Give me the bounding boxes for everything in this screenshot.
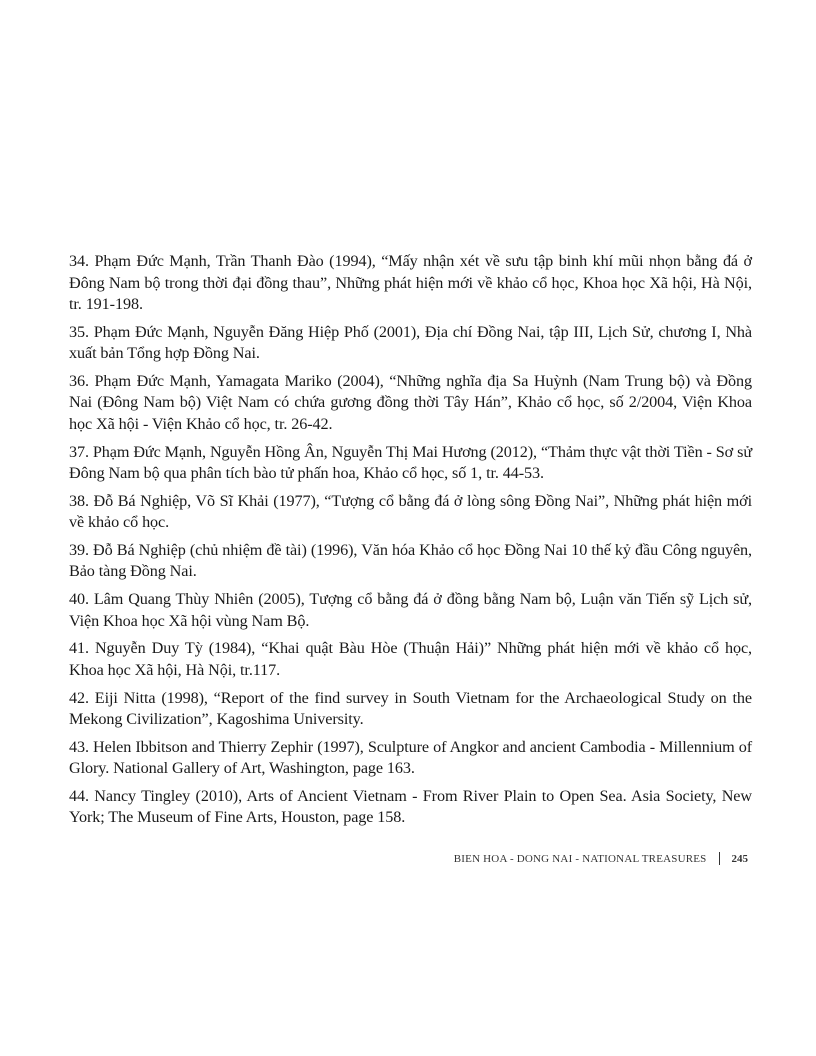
reference-item: 43. Helen Ibbitson and Thierry Zephir (1997), Sculpture of Angkor and ancient Cambodia - Millennium of Glory. National Gallery of Art, Washington, page 163. bbox=[69, 737, 752, 778]
reference-item: 38. Đỗ Bá Nghiệp, Võ Sĩ Khải (1977), “Tượng cổ bằng đá ở lòng sông Đồng Nai”, Những phát hiện mới về khảo cổ học. bbox=[69, 491, 752, 532]
reference-item: 42. Eiji Nitta (1998), “Report of the find survey in South Vietnam for the Archaeological Study on the Mekong Civilization”, Kagoshima University. bbox=[69, 688, 752, 728]
footer-book-title: BIEN HOA - DONG NAI - NATIONAL TREASURES bbox=[453, 852, 707, 865]
page-number: 245 bbox=[731, 852, 748, 865]
footer-divider bbox=[719, 852, 720, 865]
reference-item: 41. Nguyễn Duy Tỳ (1984), “Khai quật Bàu Hòe (Thuận Hải)” Những phát hiện mới về khảo cổ học, Khoa học Xã hội, Hà Nội, tr.117. bbox=[69, 639, 752, 679]
reference-list bbox=[69, 251, 752, 835]
reference-item: 40. Lâm Quang Thùy Nhiên (2005), Tượng cổ bằng đá ở đồng bằng Nam bộ, Luận văn Tiến sỹ Lịch sử, Viện Khoa học Xã hội vùng Nam Bộ. bbox=[69, 590, 752, 630]
reference-item: 34. Phạm Đức Mạnh, Trần Thanh Đào (1994), “Mấy nhận xét về sưu tập binh khí mũi nhọn bằng đá ở Đông Nam bộ trong thời đại đồng thau”, Những phát hiện mới về khảo cổ học, Khoa học Xã hội, Hà Nội, tr. 191-198. bbox=[69, 252, 752, 313]
reference-item: 39. Đỗ Bá Nghiệp (chủ nhiệm đề tài) (1996), Văn hóa Khảo cổ học Đồng Nai 10 thế kỷ đầu Công nguyên, Bảo tàng Đồng Nai. bbox=[69, 540, 752, 581]
reference-item: 35. Phạm Đức Mạnh, Nguyễn Đăng Hiệp Phố (2001), Địa chí Đồng Nai, tập III, Lịch Sử, chương I, Nhà xuất bản Tổng hợp Đồng Nai. bbox=[69, 322, 752, 363]
page-footer bbox=[454, 852, 748, 865]
reference-item: 37. Phạm Đức Mạnh, Nguyễn Hồng Ân, Nguyễn Thị Mai Hương (2012), “Thảm thực vật thời Tiền - Sơ sử Đông Nam bộ qua phân tích bào tử phấn hoa, Khảo cổ học, số 1, tr. 44-53. bbox=[69, 442, 752, 483]
reference-item: 44. Nancy Tingley (2010), Arts of Ancient Vietnam - From River Plain to Open Sea. Asia Society, New York; The Museum of Fine Arts, Houston, page 158. bbox=[69, 786, 752, 827]
reference-item: 36. Phạm Đức Mạnh, Yamagata Mariko (2004), “Những nghĩa địa Sa Huỳnh (Nam Trung bộ) và Đồng Nai (Đông Nam bộ) Việt Nam có chứa gương đồng thời Tây Hán”, Khảo cổ học, số 2/2004, Viện Khoa học Xã hội - Viện Khảo cổ học, tr. 26-42. bbox=[69, 371, 752, 433]
